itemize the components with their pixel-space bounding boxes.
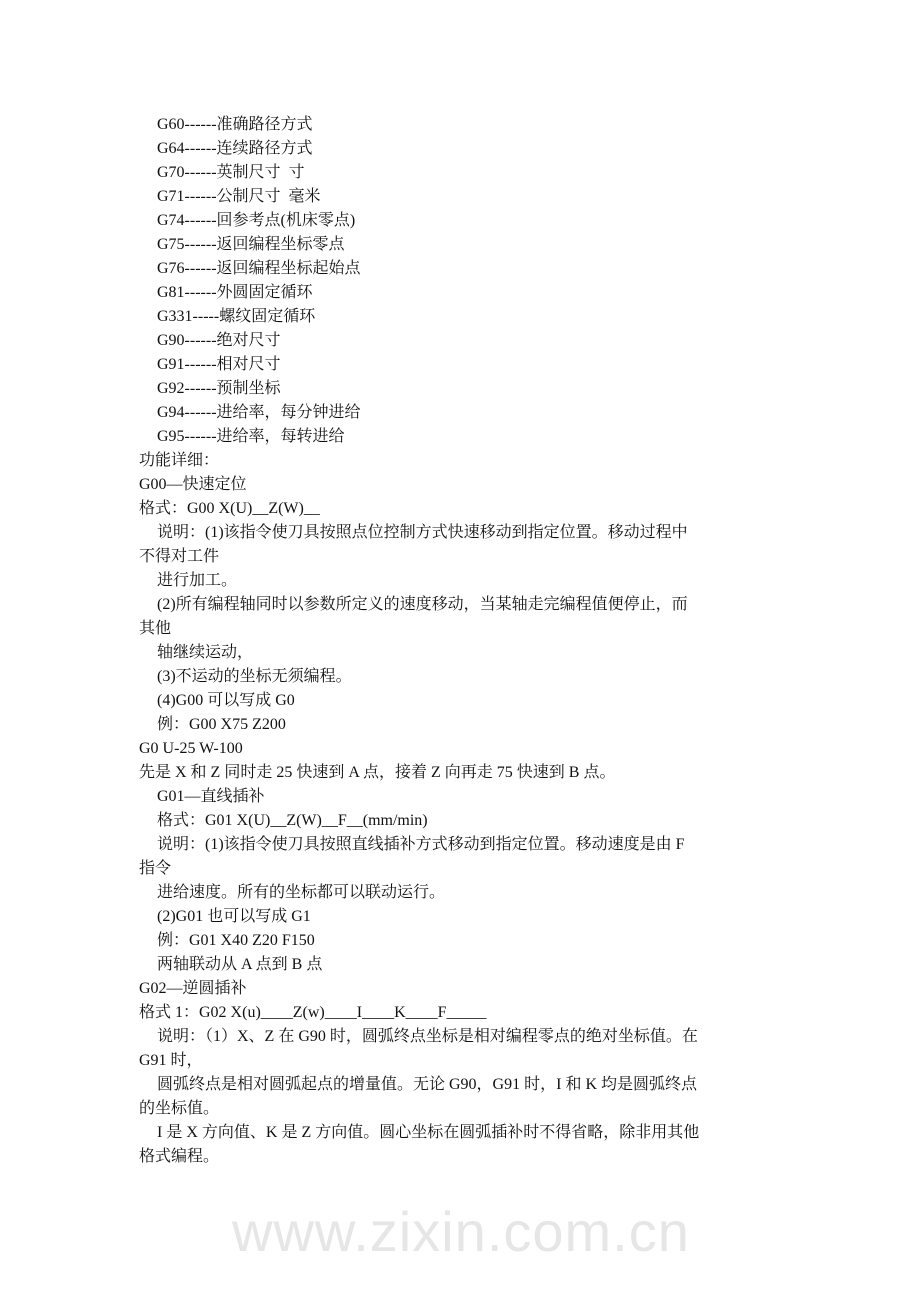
text-line: 格式：G01 X(U)__Z(W)__F__(mm/min) bbox=[157, 812, 428, 829]
text-line: (2)G01 也可以写成 G1 bbox=[157, 908, 311, 925]
text-line: 格式 1：G02 X(u)____Z(w)____I____K____F_____ bbox=[139, 1004, 487, 1021]
text-line: G60------准确路径方式 bbox=[157, 116, 313, 133]
text-line: 进给速度。所有的坐标都可以联动运行。 bbox=[157, 884, 446, 901]
text-line: 不得对工件 bbox=[139, 548, 220, 565]
text-line: G75------返回编程坐标零点 bbox=[157, 236, 345, 253]
text-line: G02—逆圆插补 bbox=[139, 980, 247, 997]
text-line: 轴继续运动， bbox=[157, 644, 254, 661]
text-line: 指令 bbox=[139, 860, 172, 877]
text-line: G81------外圆固定循环 bbox=[157, 284, 313, 301]
text-line: G70------英制尺寸 寸 bbox=[157, 164, 305, 181]
text-line: G92------预制坐标 bbox=[157, 380, 281, 397]
text-line: (2)所有编程轴同时以参数所定义的速度移动，当某轴走完编程值便停止，而 bbox=[157, 596, 688, 613]
text-line: G76------返回编程坐标起始点 bbox=[157, 260, 361, 277]
text-line: I 是 X 方向值、K 是 Z 方向值。圆心坐标在圆弧插补时不得省略，除非用其他 bbox=[157, 1124, 700, 1141]
text-line: 其他 bbox=[139, 620, 172, 637]
text-line: 功能详细： bbox=[139, 452, 220, 469]
text-line: G71------公制尺寸 毫米 bbox=[157, 188, 321, 205]
text-line: 圆弧终点是相对圆弧起点的增量值。无论 G90，G91 时，I 和 K 均是圆弧终点 bbox=[157, 1076, 697, 1093]
text-line: 格式编程。 bbox=[139, 1148, 220, 1165]
text-line: G94------进给率，每分钟进给 bbox=[157, 404, 361, 421]
text-line: G95------进给率，每转进给 bbox=[157, 428, 345, 445]
text-line: 的坐标值。 bbox=[139, 1100, 220, 1117]
watermark: www.zixin.com.cn bbox=[232, 1200, 690, 1263]
text-line: 说明：(1)该指令使刀具按照直线插补方式移动到指定位置。移动速度是由 F bbox=[157, 836, 685, 853]
text-line: (4)G00 可以写成 G0 bbox=[157, 692, 295, 709]
text-line: G91------相对尺寸 bbox=[157, 356, 281, 373]
text-line: 说明：(1)该指令使刀具按照点位控制方式快速移动到指定位置。移动过程中 bbox=[157, 524, 688, 541]
text-line: 说明：（1）X、Z 在 G90 时，圆弧终点坐标是相对编程零点的绝对坐标值。在 bbox=[157, 1028, 698, 1045]
text-line: G91 时， bbox=[139, 1052, 203, 1069]
text-line: G00—快速定位 bbox=[139, 476, 247, 493]
text-line: G331-----螺纹固定循环 bbox=[157, 308, 316, 325]
text-line: G74------回参考点(机床零点) bbox=[157, 212, 356, 229]
text-line: G64------连续路径方式 bbox=[157, 140, 313, 157]
text-line: G0 U-25 W-100 bbox=[139, 740, 243, 757]
text-line: 例：G00 X75 Z200 bbox=[157, 716, 286, 733]
text-line: 格式：G00 X(U)__Z(W)__ bbox=[139, 500, 320, 517]
text-line: G01—直线插补 bbox=[157, 788, 265, 805]
text-line: G90------绝对尺寸 bbox=[157, 332, 281, 349]
text-line: 先是 X 和 Z 同时走 25 快速到 A 点，接着 Z 向再走 75 快速到 B 点。 bbox=[139, 764, 616, 781]
text-line: 例：G01 X40 Z20 F150 bbox=[157, 932, 315, 949]
text-line: (3)不运动的坐标无须编程。 bbox=[157, 668, 352, 685]
text-line: 两轴联动从 A 点到 B 点 bbox=[157, 956, 323, 973]
text-line: 进行加工。 bbox=[157, 572, 238, 589]
document-body bbox=[139, 113, 799, 1169]
